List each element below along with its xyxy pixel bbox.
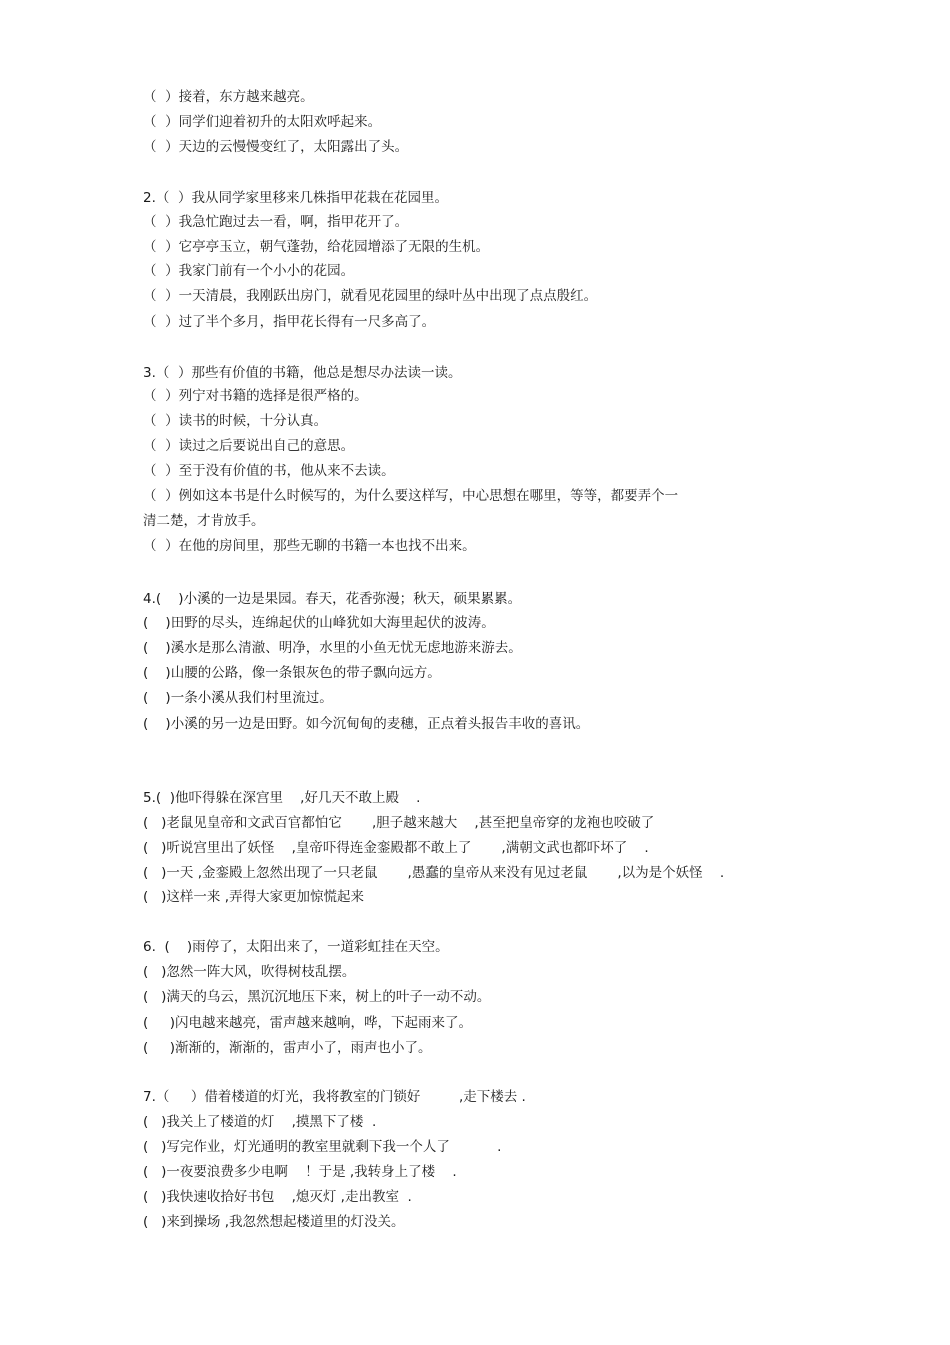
text-line: （ ）列宁对书籍的选择是很严格的。 — [143, 388, 368, 404]
text-line: ( )一夜要浪费多少电啊 ！于是 ,我转身上了楼 . — [143, 1164, 457, 1180]
text-line: ( )溪水是那么清澈、明净，水里的小鱼无忧无虑地游来游去。 — [143, 640, 522, 656]
text-line: （ ）它亭亭玉立，朝气蓬勃，给花园增添了无限的生机。 — [143, 239, 490, 255]
text-line: ( )山腰的公路，像一条银灰色的带子飘向远方。 — [143, 665, 441, 681]
text-line: ( )一天 ,金銮殿上忽然出现了一只老鼠 ,愚蠢的皇帝从来没有见过老鼠 ,以为是个妖怪 . — [143, 865, 725, 881]
text-line: ( )我关上了楼道的灯 ,摸黑下了楼 . — [143, 1114, 377, 1130]
text-line: （ ）我急忙跑过去一看，啊，指甲花开了。 — [143, 214, 409, 230]
text-line: ( )忽然一阵大风，吹得树枝乱摆。 — [143, 964, 356, 980]
text-line: 2.（ ）我从同学家里移来几株指甲花栽在花园里。 — [143, 190, 448, 206]
text-line: 4.( )小溪的一边是果园。春天，花香弥漫；秋天，硕果累累。 — [143, 591, 522, 607]
text-line: （ ）至于没有价值的书，他从来不去读。 — [143, 463, 395, 479]
text-line: ( )来到操场 ,我忽然想起楼道里的灯没关。 — [143, 1214, 405, 1230]
text-line: ( )闪电越来越亮，雷声越来越响，哗，下起雨来了。 — [143, 1015, 472, 1031]
text-line: ( )听说宫里出了妖怪 ,皇帝吓得连金銮殿都不敢上了 ,满朝文武也都吓坏了 . — [143, 840, 649, 856]
text-line: （ ）我家门前有一个小小的花园。 — [143, 263, 355, 279]
text-line: （ ）例如这本书是什么时候写的，为什么要这样写，中心思想在哪里，等等，都要弄个一 — [143, 488, 679, 504]
text-line: ( )一条小溪从我们村里流过。 — [143, 690, 333, 706]
text-line: 7.（ ）借着楼道的灯光，我将教室的门锁好 ,走下楼去 . — [143, 1089, 526, 1105]
text-line: （ ）接着，东方越来越亮。 — [143, 89, 314, 105]
text-line: 5.( )他吓得躲在深宫里 ,好几天不敢上殿 . — [143, 790, 421, 806]
text-line: （ ）一天清晨，我刚跃出房门，就看见花园里的绿叶丛中出现了点点殷红。 — [143, 288, 598, 304]
text-line: （ ）读过之后要说出自己的意思。 — [143, 438, 355, 454]
text-line: （ ）读书的时候，十分认真。 — [143, 413, 328, 429]
text-line: ( )写完作业，灯光通明的教室里就剩下我一个人了 . — [143, 1139, 502, 1155]
text-line: （ ）同学们迎着初升的太阳欢呼起来。 — [143, 114, 382, 130]
text-line: ( )田野的尽头，连绵起伏的山峰犹如大海里起伏的波涛。 — [143, 615, 495, 631]
text-line: ( )老鼠见皇帝和文武百官都怕它 ,胆子越来越大 ,甚至把皇帝穿的龙袍也咬破了 — [143, 815, 655, 831]
text-line: ( )满天的乌云，黑沉沉地压下来，树上的叶子一动不动。 — [143, 989, 491, 1005]
text-line: ( )我快速收拾好书包 ,熄灭灯 ,走出教室 . — [143, 1189, 412, 1205]
text-line: （ ）过了半个多月，指甲花长得有一尺多高了。 — [143, 314, 436, 330]
text-line: 6. ( )雨停了，太阳出来了，一道彩虹挂在天空。 — [143, 939, 449, 955]
text-line: （ ）天边的云慢慢变红了，太阳露出了头。 — [143, 139, 409, 155]
text-line: ( )渐渐的，渐渐的，雷声小了，雨声也小了。 — [143, 1040, 432, 1056]
text-line: 清二楚，才肯放手。 — [143, 513, 265, 529]
text-line: （ ）在他的房间里，那些无聊的书籍一本也找不出来。 — [143, 538, 476, 554]
text-line: 3.（ ）那些有价值的书籍，他总是想尽办法读一读。 — [143, 365, 462, 381]
text-line: ( )这样一来 ,弄得大家更加惊慌起来 — [143, 889, 364, 905]
text-line: ( )小溪的另一边是田野。如今沉甸甸的麦穗，正点着头报告丰收的喜讯。 — [143, 716, 590, 732]
